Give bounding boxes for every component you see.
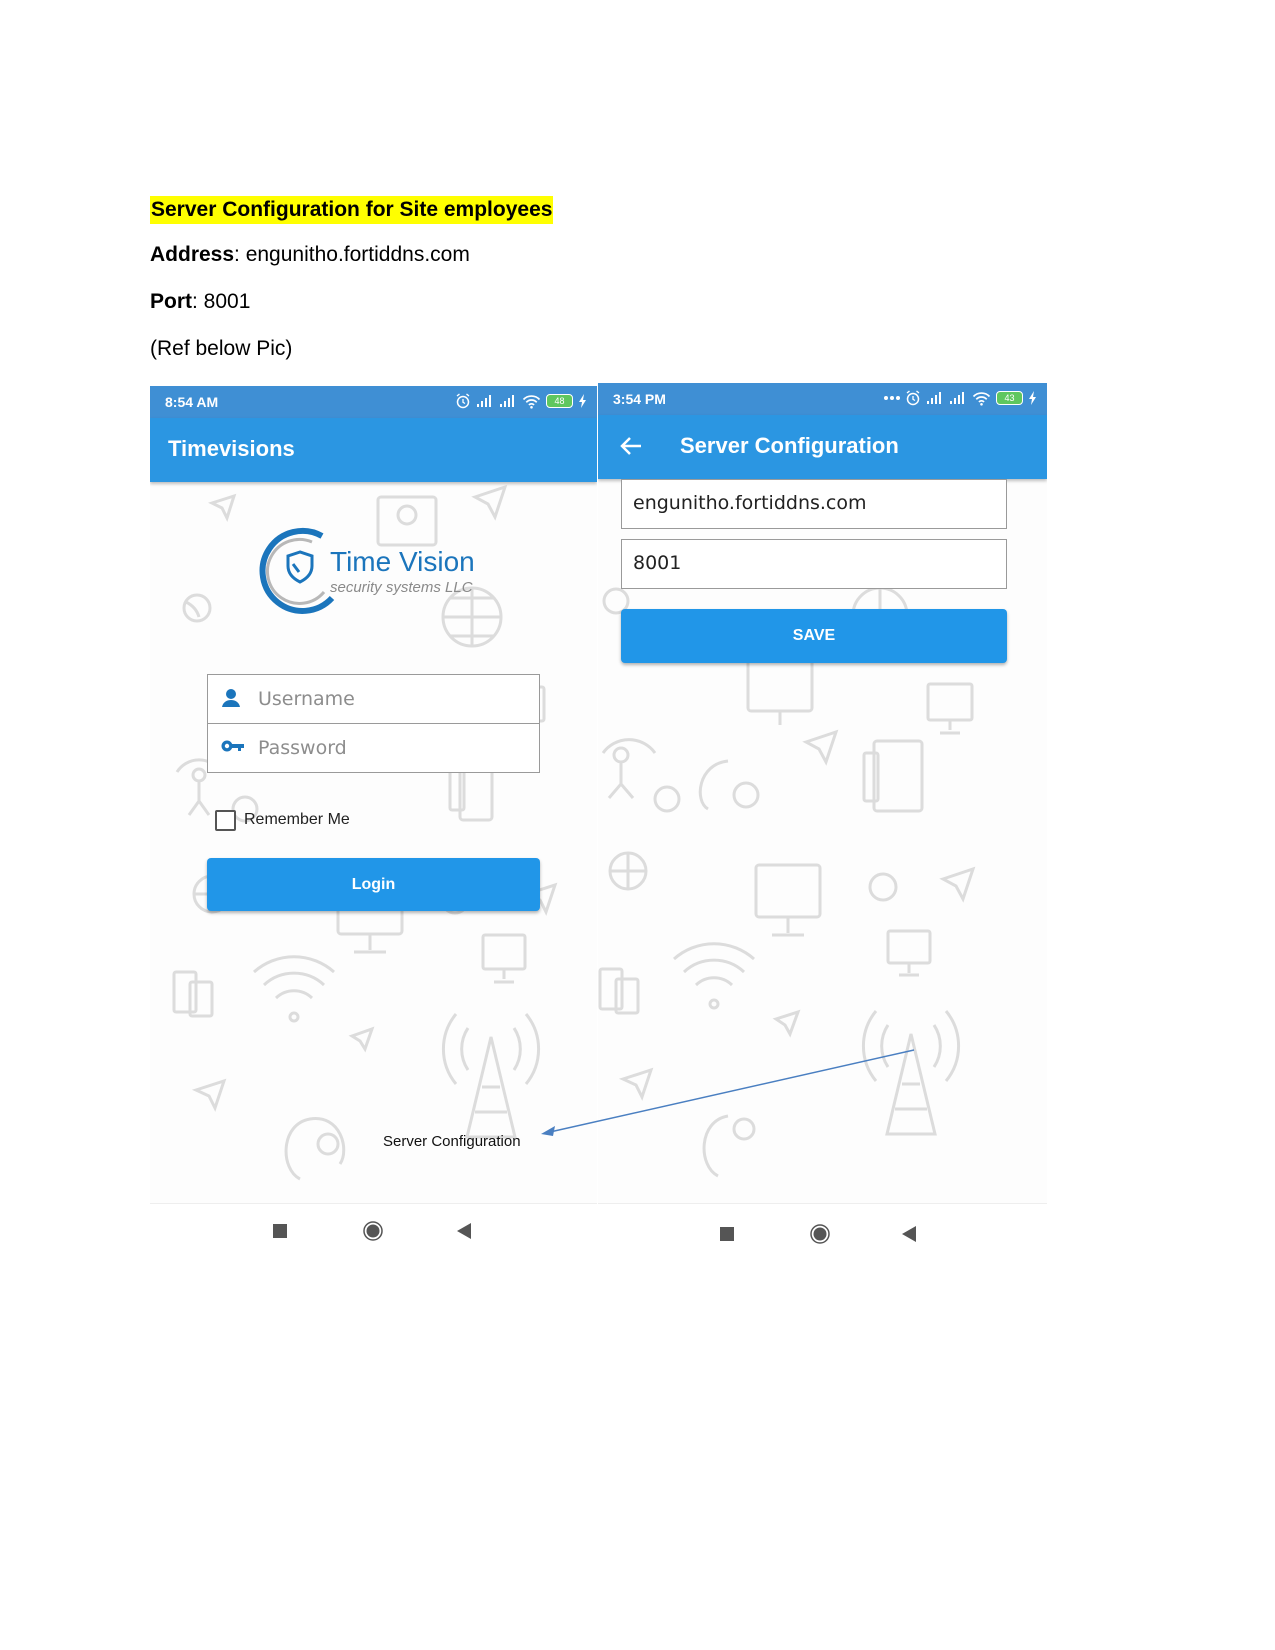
address-value: : engunitho.fortiddns.com <box>234 243 470 266</box>
screen-title: Server Configuration <box>680 433 899 458</box>
app-title: Timevisions <box>168 436 295 461</box>
status-time: 3:54 PM <box>613 391 666 407</box>
port-value: : 8001 <box>192 290 251 313</box>
reference-note: (Ref below Pic) <box>150 337 293 360</box>
document-heading: Server Configuration for Site employees <box>150 196 553 224</box>
status-time: 8:54 AM <box>165 394 219 410</box>
logo-title: Time Vision <box>330 546 475 577</box>
battery-level: 43 <box>1004 393 1015 403</box>
remember-me-label: Remember Me <box>244 811 350 828</box>
server-address-value: engunitho.fortiddns.com <box>633 492 867 514</box>
username-placeholder: Username <box>258 688 355 710</box>
server-configuration-link[interactable]: Server Configuration <box>383 1133 521 1150</box>
battery-level: 48 <box>554 396 565 406</box>
address-label: Address <box>150 243 235 266</box>
save-button[interactable]: SAVE <box>621 609 1007 663</box>
logo-subtitle: security systems LLC <box>330 579 473 596</box>
server-port-value: 8001 <box>633 552 682 574</box>
port-label: Port <box>150 290 192 313</box>
login-button[interactable]: Login <box>207 858 540 911</box>
password-placeholder: Password <box>258 737 347 759</box>
